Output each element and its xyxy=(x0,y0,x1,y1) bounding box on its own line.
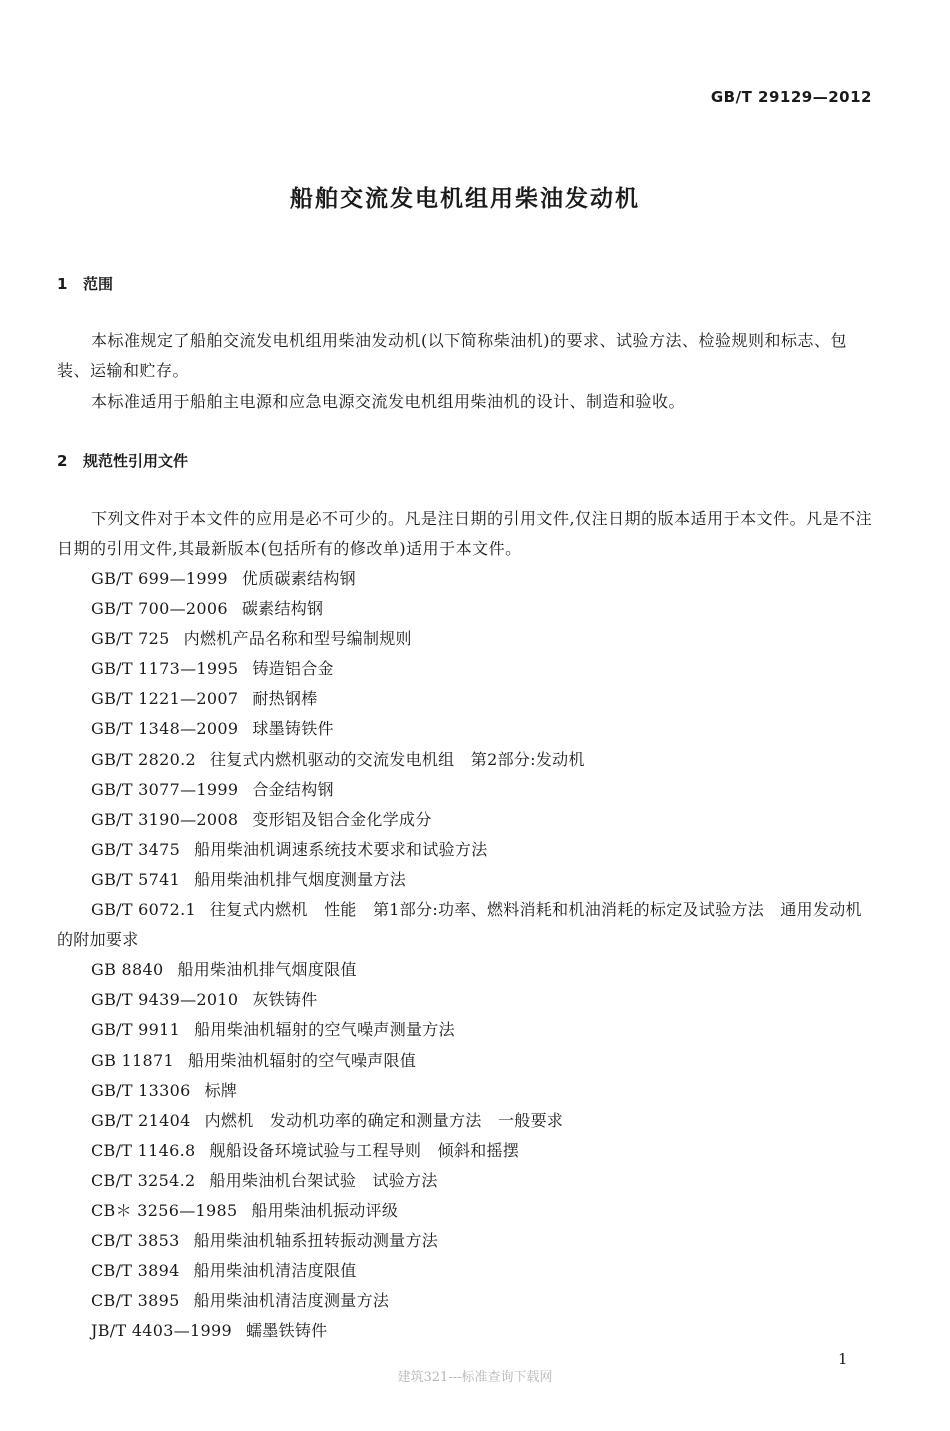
reference-item xyxy=(57,865,877,895)
reference-title: 优质碳素结构钢 xyxy=(241,569,356,588)
reference-item xyxy=(57,1286,877,1316)
reference-title: 船用柴油机调速系统技术要求和试验方法 xyxy=(194,839,488,859)
reference-item xyxy=(57,1106,877,1136)
section-2-heading xyxy=(57,450,188,471)
reference-item xyxy=(57,775,877,805)
reference-list xyxy=(57,564,877,1346)
reference-item xyxy=(57,1015,877,1045)
reference-item xyxy=(57,835,877,865)
reference-item xyxy=(57,594,877,624)
reference-title: 耐热钢棒 xyxy=(252,689,318,709)
reference-title: 船用柴油机轴系扭转振动测量方法 xyxy=(193,1231,439,1251)
reference-code: GB/T 3190—2008 xyxy=(91,809,239,829)
reference-item xyxy=(57,1136,877,1166)
section-1-paragraph-2: 本标准适用于船舶主电源和应急电源交流发电机组用柴油机的设计、制造和验收。 xyxy=(91,392,686,411)
reference-title: 船用柴油机清洁度限值 xyxy=(193,1261,357,1281)
section-2-number: 2 xyxy=(57,452,68,470)
reference-code: GB/T 725 xyxy=(91,629,170,649)
reference-code: GB/T 3475 xyxy=(91,839,181,859)
reference-title: 标牌 xyxy=(204,1080,238,1100)
reference-item xyxy=(57,1166,877,1196)
reference-title: 球墨铸铁件 xyxy=(252,719,334,739)
reference-code: GB/T 6072.1 xyxy=(91,900,196,920)
watermark-text: 建筑321---标准查询下载网 xyxy=(397,1370,553,1385)
reference-title: 船用柴油机排气烟度限值 xyxy=(177,960,357,980)
reference-title: 船用柴油机排气烟度测量方法 xyxy=(194,869,407,889)
reference-code: GB/T 699—1999 xyxy=(91,569,228,588)
reference-code: GB 11871 xyxy=(91,1050,174,1070)
reference-code: GB/T 700—2006 xyxy=(91,599,228,619)
reference-title: 碳素结构钢 xyxy=(241,599,324,619)
reference-title: 内燃机 发动机功率的确定和测量方法 一般要求 xyxy=(204,1110,564,1130)
reference-title: 船用柴油机清洁度测量方法 xyxy=(193,1291,390,1311)
section-2-title: 规范性引用文件 xyxy=(83,452,189,470)
reference-item xyxy=(57,1226,877,1256)
reference-code: CB/T 3853 xyxy=(91,1231,180,1251)
reference-code: GB/T 9911 xyxy=(91,1020,181,1040)
reference-title: 蠕墨铁铸件 xyxy=(245,1321,328,1341)
reference-code: CB/T 3895 xyxy=(91,1291,180,1311)
reference-code: CB/T 3894 xyxy=(91,1261,180,1281)
reference-title: 往复式内燃机 性能 第1部分:功率、燃料消耗和机油消耗的标定及试验方法 通用发动机的附加要求 xyxy=(57,900,862,950)
reference-item xyxy=(57,745,877,775)
reference-title: 船用柴油机振动评级 xyxy=(251,1200,399,1220)
reference-title: 合金结构钢 xyxy=(252,779,334,799)
reference-title: 舰船设备环境试验与工程导则 倾斜和摇摆 xyxy=(209,1140,520,1160)
reference-code: CB/T 3254.2 xyxy=(91,1170,196,1190)
standard-code: GB/T 29129—2012 xyxy=(710,88,872,106)
reference-code: GB/T 2820.2 xyxy=(91,749,196,769)
reference-code: GB/T 13306 xyxy=(91,1080,191,1100)
reference-code: JB/T 4403—1999 xyxy=(91,1321,232,1341)
section-1-title: 范围 xyxy=(83,275,114,293)
reference-title: 往复式内燃机驱动的交流发电机组 第2部分:发动机 xyxy=(209,749,585,769)
section-1-number: 1 xyxy=(57,275,68,293)
reference-item xyxy=(57,1046,877,1076)
reference-code: GB/T 1173—1995 xyxy=(91,659,239,679)
reference-item xyxy=(57,805,877,835)
document-title: 船舶交流发电机组用柴油发动机 xyxy=(290,186,640,212)
reference-item xyxy=(57,654,877,684)
reference-code: GB/T 3077—1999 xyxy=(91,779,239,799)
reference-code: GB/T 9439—2010 xyxy=(91,990,239,1010)
page-number: 1 xyxy=(838,1350,848,1368)
reference-title: 铸造铝合金 xyxy=(252,659,334,679)
reference-code: CB＊ 3256—1985 xyxy=(91,1200,238,1220)
reference-item xyxy=(57,1256,877,1286)
reference-title: 变形铝及铝合金化学成分 xyxy=(252,809,432,829)
reference-code: GB/T 1221—2007 xyxy=(91,689,239,709)
reference-item xyxy=(57,1316,877,1346)
reference-item xyxy=(57,684,877,714)
reference-code: GB/T 21404 xyxy=(91,1110,191,1130)
reference-code: GB 8840 xyxy=(91,960,164,980)
reference-title: 船用柴油机辐射的空气噪声测量方法 xyxy=(194,1020,455,1040)
reference-title: 船用柴油机辐射的空气噪声限值 xyxy=(187,1050,417,1070)
reference-item xyxy=(57,895,877,955)
reference-title: 灰铁铸件 xyxy=(252,990,318,1010)
reference-item xyxy=(57,624,877,654)
reference-code: GB/T 5741 xyxy=(91,869,181,889)
reference-item xyxy=(57,1076,877,1106)
reference-item xyxy=(57,714,877,744)
reference-item xyxy=(57,985,877,1015)
reference-title: 内燃机产品名称和型号编制规则 xyxy=(183,629,412,649)
reference-code: GB/T 1348—2009 xyxy=(91,719,239,739)
reference-title: 船用柴油机台架试验 试验方法 xyxy=(209,1170,438,1190)
section-2-intro: 下列文件对于本文件的应用是必不可少的。凡是注日期的引用文件,仅注日期的版本适用于本文件。凡是不注日期的引用文件,其最新版本(包括所有的修改单)适用于本文件。 xyxy=(57,509,873,558)
reference-item xyxy=(57,955,877,985)
section-1-paragraph-1: 本标准规定了船舶交流发电机组用柴油发动机(以下简称柴油机)的要求、试验方法、检验规则和标志、包装、运输和贮存。 xyxy=(57,331,847,380)
reference-item xyxy=(57,564,877,594)
reference-code: CB/T 1146.8 xyxy=(91,1140,196,1160)
reference-item xyxy=(57,1196,877,1226)
section-1-heading xyxy=(57,273,113,294)
